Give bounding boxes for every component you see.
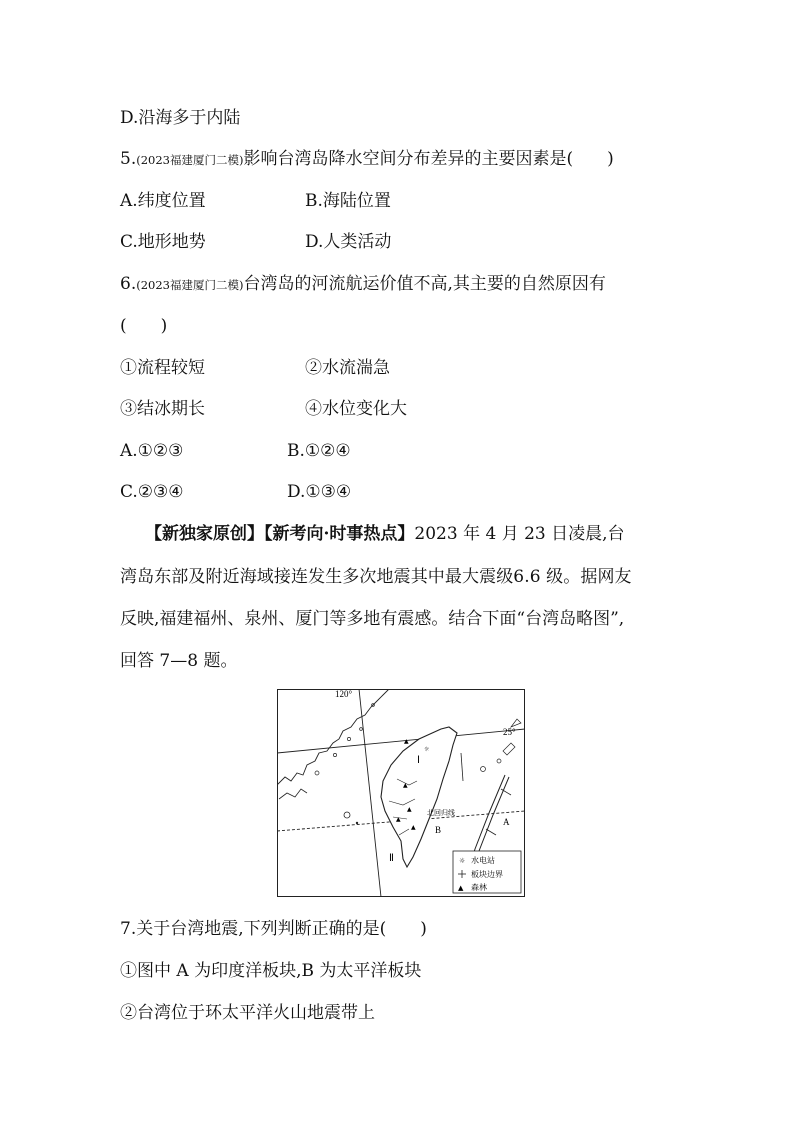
q7-stem: 7.关于台湾地震,下列判断正确的是( ) [120, 919, 427, 939]
legend-forest-label: 森林 [471, 883, 487, 892]
q6-option-c: C.②③④ [120, 482, 184, 502]
passage-text-1: 2023 年 4 月 23 日凌晨,台 [414, 524, 625, 544]
q6-number: 6. [120, 274, 137, 294]
plate-label-b: B [435, 825, 442, 835]
legend-hydropower-icon: ☼ [459, 857, 466, 865]
q7-statement-1: ①图中 A 为印度洋板块,B 为太平洋板块 [120, 961, 422, 981]
q6-stem: 台湾岛的河流航运价值不高,其主要的自然原因有 [243, 274, 606, 294]
legend-boundary-label: 板块边界 [471, 870, 503, 879]
q6-statement-1: ①流程较短 [120, 358, 205, 378]
q5-number: 5. [120, 149, 137, 169]
q6-answer-blank: ( ) [120, 316, 168, 336]
legend-forest-icon: ▲ [458, 884, 464, 892]
q4-option-d: D.沿海多于内陆 [120, 108, 241, 128]
forest-symbol: ▲ [404, 738, 409, 745]
taiwan-sketch-map [277, 689, 525, 897]
tropic-label: 北回归线 [427, 809, 455, 817]
q6-option-d: D.①③④ [287, 482, 352, 502]
q5-option-d: D.人类活动 [305, 232, 392, 252]
forest-symbol: ▲ [411, 824, 416, 831]
q6-option-b: B.①②④ [287, 441, 351, 461]
forest-symbol: ▲ [396, 816, 401, 823]
forest-symbol: ▲ [403, 782, 408, 789]
passage-line-1 [145, 523, 625, 545]
q5-stem: 影响台湾岛降水空间分布差异的主要因素是( ) [243, 149, 614, 169]
plate-label-a: A [503, 817, 510, 827]
longitude-label: 120° [335, 689, 353, 699]
q5-question [120, 148, 614, 171]
map-legend [453, 851, 521, 893]
passage-line-2: 湾岛东部及附近海域接连发生多次地震其中最大震级6.6 级。据网友 [120, 567, 632, 587]
q6-statement-4: ④水位变化大 [305, 399, 407, 419]
q5-option-a: A.纬度位置 [120, 191, 206, 211]
q6-option-a: A.①②③ [120, 441, 184, 461]
passage-tag-hot-topic: 【新考向·时事热点】 [264, 524, 415, 544]
small-island [356, 822, 358, 824]
q5-option-c: C.地形地势 [120, 232, 206, 252]
passage-line-3: 反映,福建福州、泉州、厦门等多地有震感。结合下面“台湾岛略图”, [120, 609, 625, 629]
q6-source: (2023福建厦门二模) [136, 278, 244, 292]
passage-tag-original: 【新独家原创】 [145, 524, 264, 544]
region-label-i: Ⅰ [417, 755, 420, 766]
region-label-ii: Ⅱ [389, 853, 394, 864]
latitude-label: 25° [503, 727, 516, 737]
q6-question [120, 273, 606, 296]
legend-hydropower-label: 水电站 [471, 856, 495, 865]
q7-statement-2: ②台湾位于环太平洋火山地震带上 [120, 1003, 375, 1023]
q5-source: (2023福建厦门二模) [136, 153, 244, 167]
passage-line-4: 回答 7—8 题。 [120, 651, 238, 671]
q6-statement-2: ②水流湍急 [305, 358, 390, 378]
q5-option-b: B.海陆位置 [305, 191, 391, 211]
q6-statement-3: ③结冰期长 [120, 399, 205, 419]
hydropower-symbol: ☼ [424, 746, 430, 753]
forest-symbol: ▲ [407, 806, 412, 813]
